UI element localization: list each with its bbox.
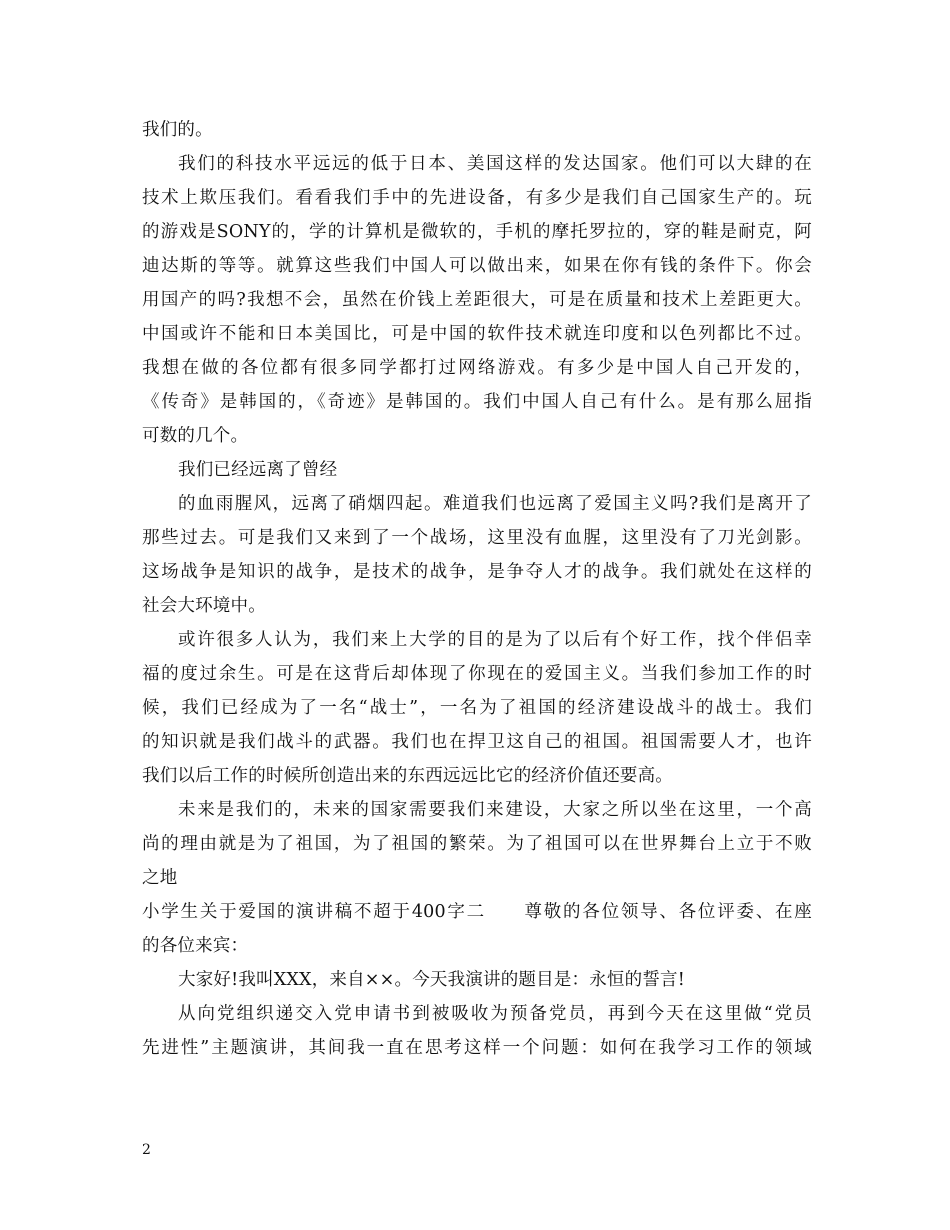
text-line: 我们已经远离了曾经	[178, 460, 338, 480]
text-line: 先进性”主题演讲，其间我一直在思考这样一个问题：如何在我学习工作的领域	[142, 1038, 812, 1058]
page-number: 2	[142, 1142, 151, 1158]
text-line: 大家好!我叫XXX，来自××。今天我演讲的题目是：永恒的誓言!	[178, 970, 685, 990]
text-line: 可数的几个。	[142, 426, 249, 446]
text-line: 福的度过余生。可是在这背后却体现了你现在的爱国主义。当我们参加工作的时	[142, 664, 812, 684]
text-line: 的各位来宾：	[142, 936, 249, 956]
text-line: 我们以后工作的时候所创造出来的东西远远比它的经济价值还要高。	[142, 766, 673, 786]
text-line: 技术上欺压我们。看看我们手中的先进设备，有多少是我们自己国家生产的。玩	[142, 188, 812, 208]
text-line: 或许很多人认为，我们来上大学的目的是为了以后有个好工作，找个伴侣幸	[178, 630, 812, 650]
text-line: 我们的。	[142, 120, 213, 140]
text-line: 候，我们已经成为了一名“战士”，一名为了祖国的经济建设战斗的战士。我们	[142, 698, 812, 718]
text-line: 的知识就是我们战斗的武器。我们也在捍卫这自己的祖国。祖国需要人才，也许	[142, 732, 812, 752]
text-line: 那些过去。可是我们又来到了一个战场，这里没有血腥，这里没有了刀光剑影。	[142, 528, 812, 548]
text-line: 用国产的吗?我想不会，虽然在价钱上差距很大，可是在质量和技术上差距更大。	[142, 290, 812, 310]
text-line: 这场战争是知识的战争，是技术的战争，是争夺人才的战争。我们就处在这样的	[142, 562, 812, 582]
text-line: 的游戏是SONY的，学的计算机是微软的，手机的摩托罗拉的，穿的鞋是耐克，阿	[142, 222, 812, 242]
text-line: 《传奇》是韩国的，《奇迹》是韩国的。我们中国人自己有什么。是有那么屈指	[142, 392, 812, 412]
text-line: 未来是我们的，未来的国家需要我们来建设，大家之所以坐在这里，一个高	[178, 800, 812, 820]
text-line: 之地	[142, 868, 178, 888]
text-line: 我想在做的各位都有很多同学都打过网络游戏。有多少是中国人自己开发的，	[142, 358, 812, 378]
text-line: 从向党组织递交入党申请书到被吸收为预备党员，再到今天在这里做“党员	[178, 1004, 812, 1024]
text-line: 小学生关于爱国的演讲稿不超于400字二 尊敬的各位领导、各位评委、在座	[142, 902, 812, 922]
text-line: 社会大环境中。	[142, 596, 266, 616]
text-line: 尚的理由就是为了祖国，为了祖国的繁荣。为了祖国可以在世界舞台上立于不败	[142, 834, 812, 854]
text-line: 中国或许不能和日本美国比，可是中国的软件技术就连印度和以色列都比不过。	[142, 324, 812, 344]
text-line: 迪达斯的等等。就算这些我们中国人可以做出来，如果在你有钱的条件下。你会	[142, 256, 812, 276]
text-line: 的血雨腥风，远离了硝烟四起。难道我们也远离了爱国主义吗?我们是离开了	[178, 494, 812, 514]
text-line: 我们的科技水平远远的低于日本、美国这样的发达国家。他们可以大肆的在	[178, 154, 812, 174]
